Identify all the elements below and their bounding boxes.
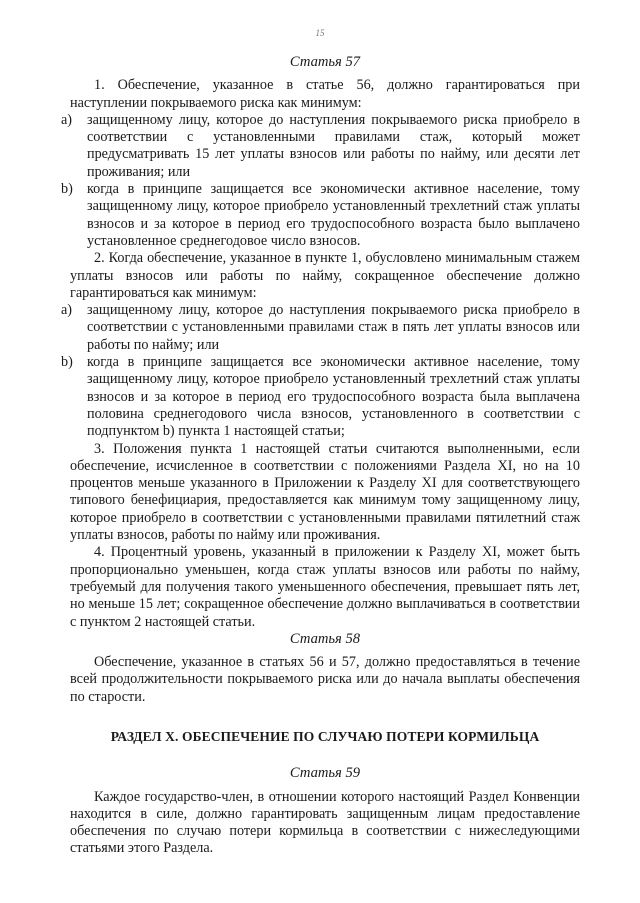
item-marker: a) [61,111,73,128]
page-number: 15 [315,28,325,38]
item-marker: b) [61,354,73,371]
item-text: когда в принципе защищается все экономически активное население, тому защищенному лицу, которое приобрело установленный трехлетний стаж уплаты взносов и за которое в период его трудоспособного возраста было выплачено установленное среднегодовое число взносов. [87,181,580,249]
page-content [61,54,580,858]
article-57-heading: Статья 57 [289,54,361,70]
item-marker: b) [61,181,73,198]
article-57-paragraph-2: 2. Когда обеспечение, указанное в пункте 1, обусловлено минимальным стажем уплаты взносов или работы по найму, сокращенное обеспечение должно гарантироваться как минимум: [70,250,580,301]
article-57-paragraph-3: 3. Положения пункта 1 настоящей статьи считаются выполненными, если обеспечение, исчисленное в соответствии с положениями Раздела XI, но на 10 процентов меньше указанного в Приложении к Разделу XI для соответствующего типового бенефициария, предоставляется как минимум тому защищенному лицу, которое приобрело в соответствии с установленными правилами пятилетний стаж уплаты взносов, работы по найму или проживания. [70,440,580,544]
item-marker: a) [61,302,73,319]
item-text: когда в принципе защищается все экономически активное население, тому защищенному лицу, которое приобрело установленный трехлетний стаж уплаты взносов и за которое в период его трудоспособного возраста была выплачена половина среднегодового числа взносов, установленного в соответствии с подпунктом b) пункта 1 настоящей статьи; [87,354,580,440]
article-58-text: Обеспечение, указанное в статьях 56 и 57, должно предоставляться в течение всей продолжительности покрываемого риска или до начала выплаты обеспечения по старости. [70,654,580,705]
article-57-paragraph-1: 1. Обеспечение, указанное в статье 56, должно гарантироваться при наступлении покрываемого риска как минимум: [70,77,580,111]
article-59-heading: Статья 59 [289,765,361,782]
article-57-p2-item-a [61,302,580,354]
item-text: защищенному лицу, которое до наступления покрываемого риска приобрело в соответствии с установленными правилами стаж, который может предусматривать 15 лет уплаты взносов или работы по найму, или десяти лет проживания; или [87,111,580,180]
section-10-heading: РАЗДЕЛ X. ОБЕСПЕЧЕНИЕ ПО СЛУЧАЮ ПОТЕРИ КОРМИЛЬЦА [110,728,540,744]
article-57-p2-item-b [61,354,580,440]
article-57-paragraph-4: 4. Процентный уровень, указанный в приложении к Разделу XI, может быть пропорционально уменьшен, когда стаж уплаты взносов или работы по найму, требуемый для получения такого уменьшенного обеспечения, превышает пять лет, но меньше 15 лет; сокращенное обеспечение должно выплачиваться в соответствии с пунктом 2 настоящей статьи. [70,544,580,630]
article-57-p1-item-a [61,111,580,181]
article-57-p1-item-b [61,181,580,250]
item-text: защищенному лицу, которое до наступления покрываемого риска приобрело в соответствии с установленными правилами стаж в пять лет уплаты взносов или работы по найму; или [87,302,580,353]
article-59-text: Каждое государство-член, в отношении которого настоящий Раздел Конвенции находится в силе, должно гарантировать защищенным лицам предоставление обеспечения по случаю потери кормильца в соответствии с нижеследующими статьями этого Раздела. [70,788,580,857]
article-58-heading: Статья 58 [289,630,361,647]
